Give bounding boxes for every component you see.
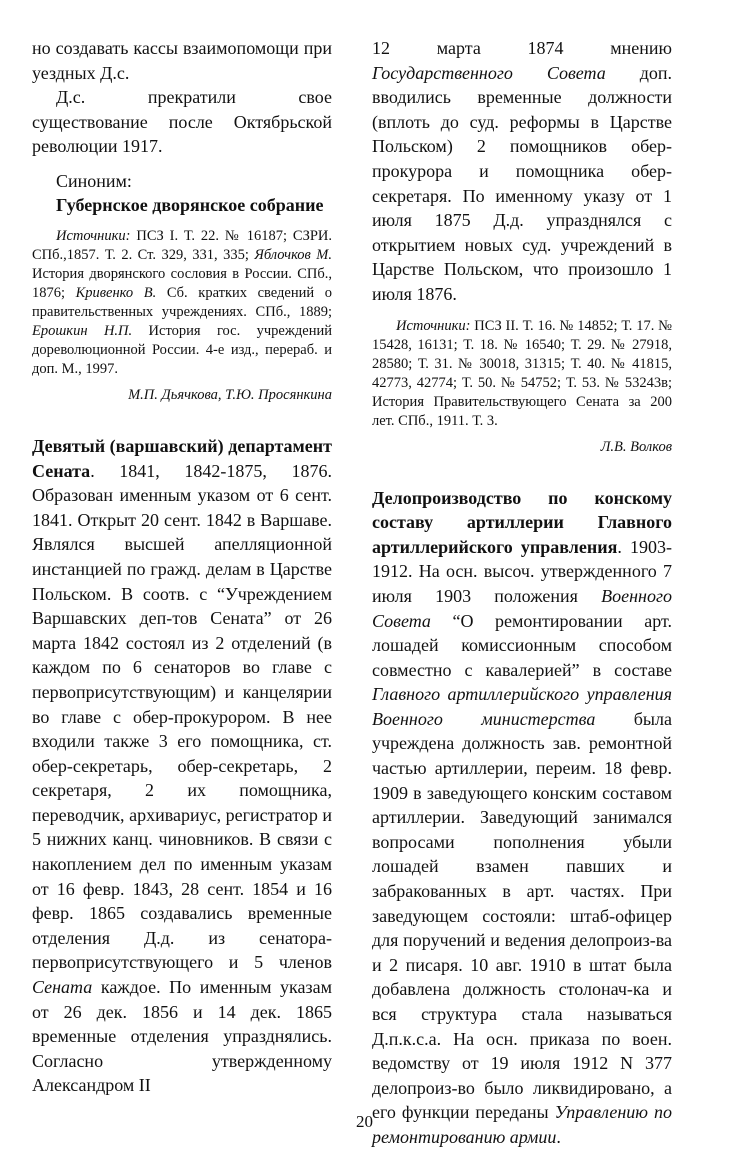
- sources-block: Источники: ПСЗ I. Т. 22. № 16187; СЗРИ. СПб.,1857. Т. 2. Ст. 329, 331, 335; Яблочков М. История дворянского сословия в России. СПб., 1876; Кривенко В. Сб. кратких сведений о правительственных учреждениях. СПб., 1889; Ерошкин Н.П. История гос. учреждений дореволюционной России. 4-е изд., перераб. и доп. М., 1997.: [32, 227, 332, 377]
- entry-paragraph: Девятый (варшавский) департамент Сената. 1841, 1842-1875, 1876. Образован именным указом от 6 сент. 1841. Открыт 20 сент. 1842 в Варшаве. Являлся высшей апелляционной инстанцией по гражд. делам в Царстве Польском. В соотв. с “Учреждением Варшавских деп-тов Сената” от 26 марта 1842 состоял из 2 отделений (в каждом по 6 сенаторов во главе с первоприсутствующим) и канцелярии во главе с обер-прокурором. В нее входили также 3 его помощника, ст. обер-секретарь, обер-секретарь, 2 секретаря, 2 их помощника, переводчик, архивариус, регистратор и 5 нижних канц. чиновников. В связи с накоплением дел по именным указам от 16 февр. 1843, 28 сент. 1854 и 16 февр. 1865 создавались временные отделения Д.д. из сенатора-первоприсутствующего и 5 членов Сената каждое. По именным указам от 26 дек. 1856 и 14 дек. 1865 временные отделения упразднялись. Согласно утвержденному Александром II: [32, 435, 332, 1096]
- sources-block: Источники: ПСЗ II. Т. 16. № 14852; Т. 17. № 15428, 16131; Т. 18. № 16540; Т. 29. № 27918, 28580; Т. 31. № 30018, 31315; Т. 40. № 41815, 42773, 42774; Т. 50. № 54752; Т. 53. № 53243в; История Правительствующего Сената за 200 лет. СПб., 1911. Т. 3.: [372, 317, 672, 429]
- entry-title: Делопроизводство по конскому составу артиллерии Главного артиллерийского управления: [372, 487, 672, 557]
- left-column: [32, 36, 332, 1098]
- synonym-label: Синоним:: [56, 170, 132, 191]
- continued-paragraph: но создавать кассы взаимопомощи при уездных Д.с.: [32, 38, 332, 83]
- article-author: Л.В. Волков: [600, 438, 672, 455]
- article-author: М.П. Дьячкова, Т.Ю. Просянкина: [128, 386, 332, 403]
- entry-title: Девятый (варшавский) департамент Сената: [32, 435, 332, 481]
- closing-paragraph: Д.с. прекратили свое существование после Октябрьской революции 1917.: [32, 87, 332, 157]
- entry-paragraph: Делопроизводство по конскому составу артиллерии Главного артиллерийского управления. 1903-1912. На осн. высоч. утвержденного 7 июля 1903 положения Военного Совета “О ремонтировании арт. лошадей комиссионным способом совместно с кавалерией” в составе Главного артиллерийского управления Военного министерства была учреждена должность зав. ремонтной частью артиллерии, переим. 18 февр. 1909 в заведующего конским составом артиллерии. Заведующий занимался вопросами пополнения убыли лошадей взамен павших и забракованных в арт. частях. При заведующем состояли: штаб-офицер для поручений и ведения делопроиз-ва и 2 писаря. 10 авг. 1910 в штат была добавлена должность столонач-ка и вся структура стала называться Д.п.к.с.а. На осн. приказа по воен. ведомству от 19 июля 1912 N 377 делопроиз-во было ликвидировано, а его функции переданы Управлению по ремонтированию армии.: [372, 487, 672, 1147]
- page-number: 20: [356, 1112, 373, 1131]
- continued-paragraph: 12 марта 1874 мнению Государственного Совета доп. вводились временные должности (вплоть до суд. реформы в Царстве Польском) 2 помощников обер-прокурора и помощника обер-секретаря. По именному указу от 1 июля 1875 Д.д. упразднялся с открытием новых суд. учреждений в Царстве Польском, что произошло 1 июля 1876.: [372, 38, 672, 304]
- synonym-term: Губернское дворянское собрание: [56, 194, 324, 215]
- right-column: [372, 36, 672, 1150]
